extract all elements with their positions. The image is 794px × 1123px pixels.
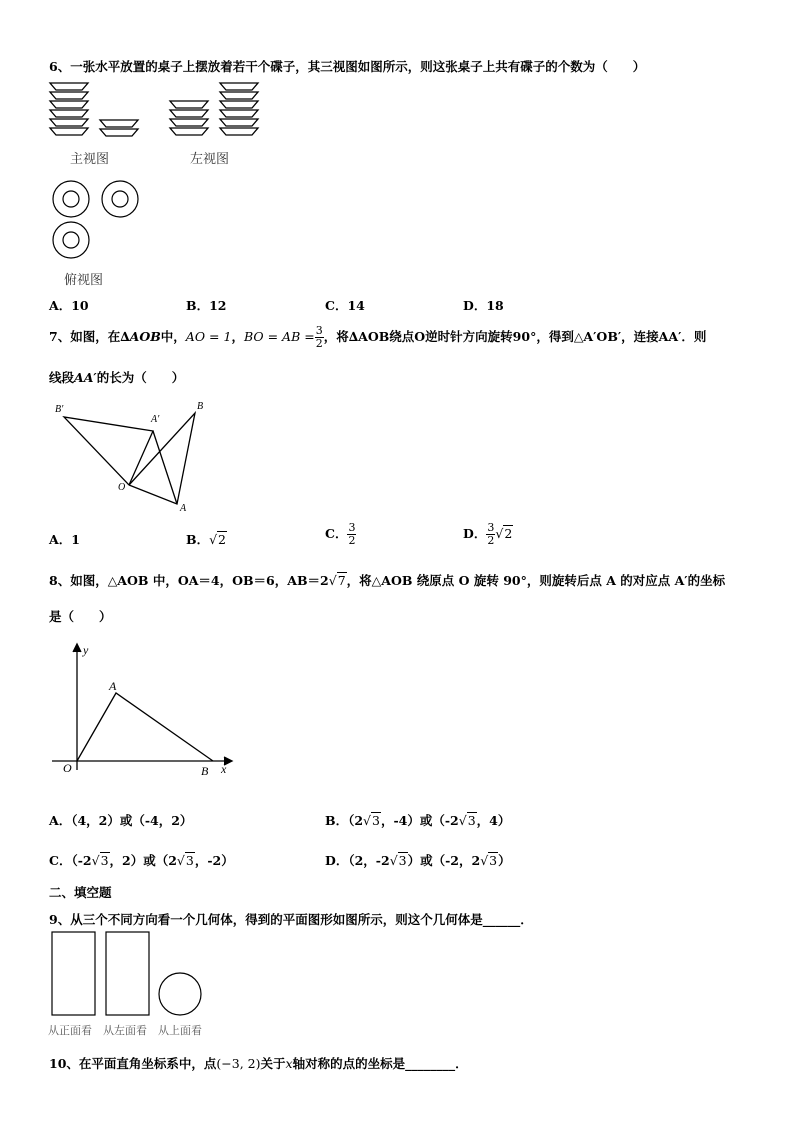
q8-option-c: C．（-2√3，2）或（2√3，-2）: [49, 853, 234, 868]
section-heading: 二、填空题: [49, 885, 112, 900]
q7-label-b: B: [197, 401, 204, 412]
q7-label-b-prime: B′: [55, 404, 64, 415]
q8-label-b: B: [201, 764, 209, 778]
q6-option-a: A．10: [49, 298, 89, 313]
q8-stem-line2: 是（ ）: [49, 609, 112, 624]
q6-option-d: D．18: [463, 298, 504, 313]
q8-axis-x-label: x: [221, 762, 227, 776]
q7-label-a: A: [180, 503, 187, 514]
q9-caption-front: 从正面看: [48, 1024, 92, 1037]
q7-option-a: A．1: [49, 532, 80, 547]
q6-front-caption: 主视图: [70, 152, 110, 167]
q8-axis-y-label: y: [83, 643, 89, 657]
q6-option-b: B．12: [186, 298, 227, 313]
q8-stem: 8、如图，△AOB 中，OA＝4，OB＝6，AB＝2√7，将△AOB 绕原点 O 旋转 90°，则旋转后点 A 的对应点 A′的坐标: [49, 573, 726, 588]
q10-stem: 10、在平面直角坐标系中，点(−3, 2)关于x轴对称的点的坐标是________．: [49, 1056, 468, 1071]
q7-option-b: B．√2: [186, 532, 226, 547]
q9-views: [50, 930, 210, 1018]
q7-label-a-prime: A′: [151, 414, 160, 425]
q6-option-c: C．14: [325, 298, 365, 313]
q7-label-o: O: [118, 482, 126, 493]
q6-left-caption: 左视图: [190, 152, 230, 167]
q8-option-d: D．（2，-2√3）或（-2，2√3）: [325, 853, 511, 868]
q8-option-b: B．（2√3，-4）或（-2√3，4）: [325, 813, 511, 828]
q6-top-view: [50, 178, 150, 263]
q7-fraction: $\frac{3}{2}$: [315, 324, 323, 350]
q7-figure: [50, 398, 220, 514]
q9-stem: 9、从三个不同方向看一个几何体，得到的平面图形如图所示，则这个几何体是______．: [49, 912, 533, 927]
q6-stem: 6、一张水平放置的桌子上摆放着若干个碟子，其三视图如图所示，则这张桌子上共有碟子的个数为（ ）: [49, 59, 646, 74]
q9-caption-left: 从左面看: [103, 1024, 147, 1037]
q9-caption-top: 从上面看: [158, 1024, 202, 1037]
q6-front-view: [48, 80, 148, 142]
q6-top-caption: 俯视图: [64, 273, 104, 288]
q8-figure: [50, 640, 240, 780]
q7-stem: 7、如图，在∆AOB中，AO = 1，BO = AB = $\frac{3}{2}$ ，将∆AOB绕点O逆时针方向旋转90°，得到△A′OB′，连接AA′．则: [49, 324, 707, 350]
q7-stem-line2: 线段AA′的长为（ ）: [49, 370, 185, 385]
q7-option-c: C． $\frac{3}{2}$: [325, 521, 356, 547]
q6-left-view: [168, 80, 268, 142]
q8-label-o: O: [63, 761, 72, 775]
q7-option-d: D． $\frac{3}{2}$ √2: [463, 521, 513, 547]
q8-label-a: A: [109, 679, 117, 693]
q8-option-a: A．（4，2）或（-4，2）: [49, 813, 193, 828]
